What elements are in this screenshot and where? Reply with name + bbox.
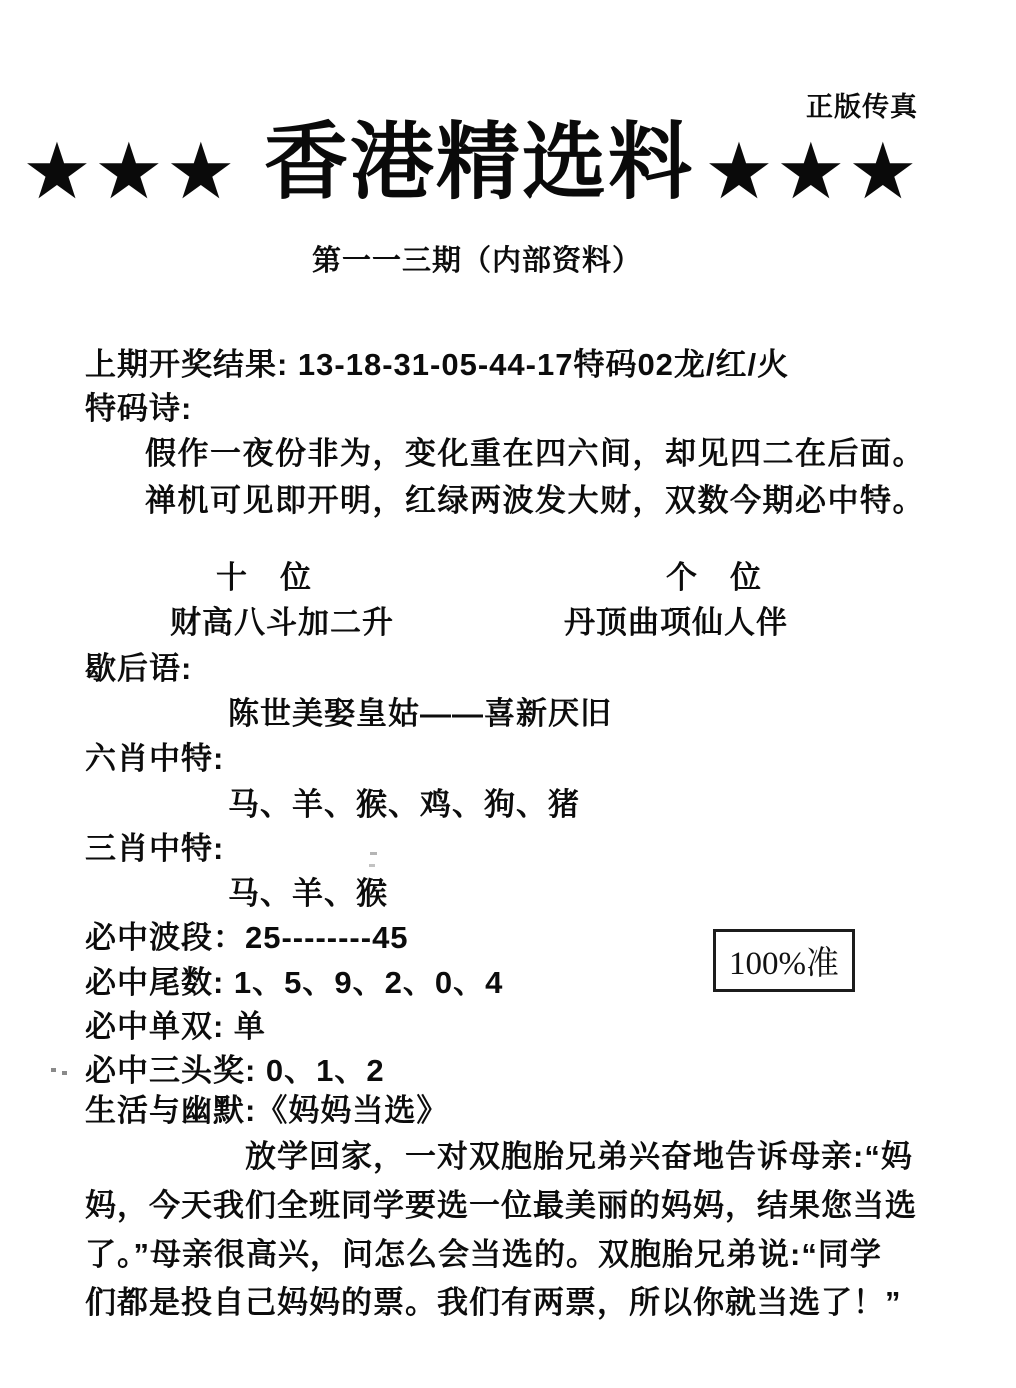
humor-section-title: 生活与幽默:《妈妈当选》: [85, 1093, 449, 1128]
scan-artifact-dot: [62, 1071, 67, 1075]
humor-story-line-4: 们都是投自己妈妈的票。我们有两票，所以你就当选了！”: [85, 1285, 902, 1320]
genuine-fax-watermark: 正版传真: [806, 92, 918, 122]
xiehouyu-label: 歇后语:: [85, 651, 193, 686]
title-stars-left: ★★★: [22, 127, 238, 215]
issue-subtitle: 第一一三期（内部资料）: [312, 245, 643, 277]
tens-digit-phrase: 财高八斗加二升: [170, 605, 394, 640]
accuracy-badge: [713, 929, 855, 992]
accuracy-badge-text: 100%准: [729, 946, 839, 982]
humor-story-line-3: 了。”母亲很高兴，问怎么会当选的。双胞胎兄弟说:“同学: [85, 1237, 882, 1272]
six-zodiac-label: 六肖中特:: [85, 741, 225, 776]
tens-digit-label: 十 位: [216, 560, 312, 595]
prediction-odd-even: 必中单双: 单: [85, 1009, 266, 1044]
prediction-head-numbers: 必中三头奖: 0、1、2: [85, 1053, 385, 1088]
units-digit-label: 个 位: [666, 560, 762, 595]
last-draw-result-line: 上期开奖结果: 13-18-31-05-44-17特码02龙/红/火: [85, 347, 790, 382]
scan-artifact-mark: [369, 864, 375, 867]
prediction-wave-range: 必中波段：25--------45: [85, 920, 409, 955]
page-title: 香港精选料: [264, 115, 695, 209]
six-zodiac-value: 马、羊、猴、鸡、狗、猪: [228, 787, 580, 822]
units-digit-phrase: 丹顶曲项仙人伴: [564, 605, 788, 640]
poem-line-2: 禅机可见即开明，红绿两波发大财，双数今期必中特。: [145, 483, 925, 518]
special-code-poem-label: 特码诗:: [85, 391, 193, 426]
humor-story-line-1: 放学回家，一对双胞胎兄弟兴奋地告诉母亲:“妈: [245, 1139, 913, 1174]
scan-artifact-mark: [370, 852, 377, 855]
xiehouyu-value: 陈世美娶皇姑——喜新厌旧: [228, 696, 612, 731]
poem-line-1: 假作一夜份非为，变化重在四六间，却见四二在后面。: [145, 436, 925, 471]
title-stars-right: ★★★: [704, 127, 920, 215]
scan-artifact-dot: [51, 1068, 56, 1072]
three-zodiac-value: 马、羊、猴: [228, 876, 388, 911]
humor-story-line-2: 妈，今天我们全班同学要选一位最美丽的妈妈，结果您当选: [85, 1188, 917, 1223]
prediction-tail-numbers: 必中尾数: 1、5、9、2、0、4: [85, 965, 504, 1000]
three-zodiac-label: 三肖中特:: [85, 831, 225, 866]
